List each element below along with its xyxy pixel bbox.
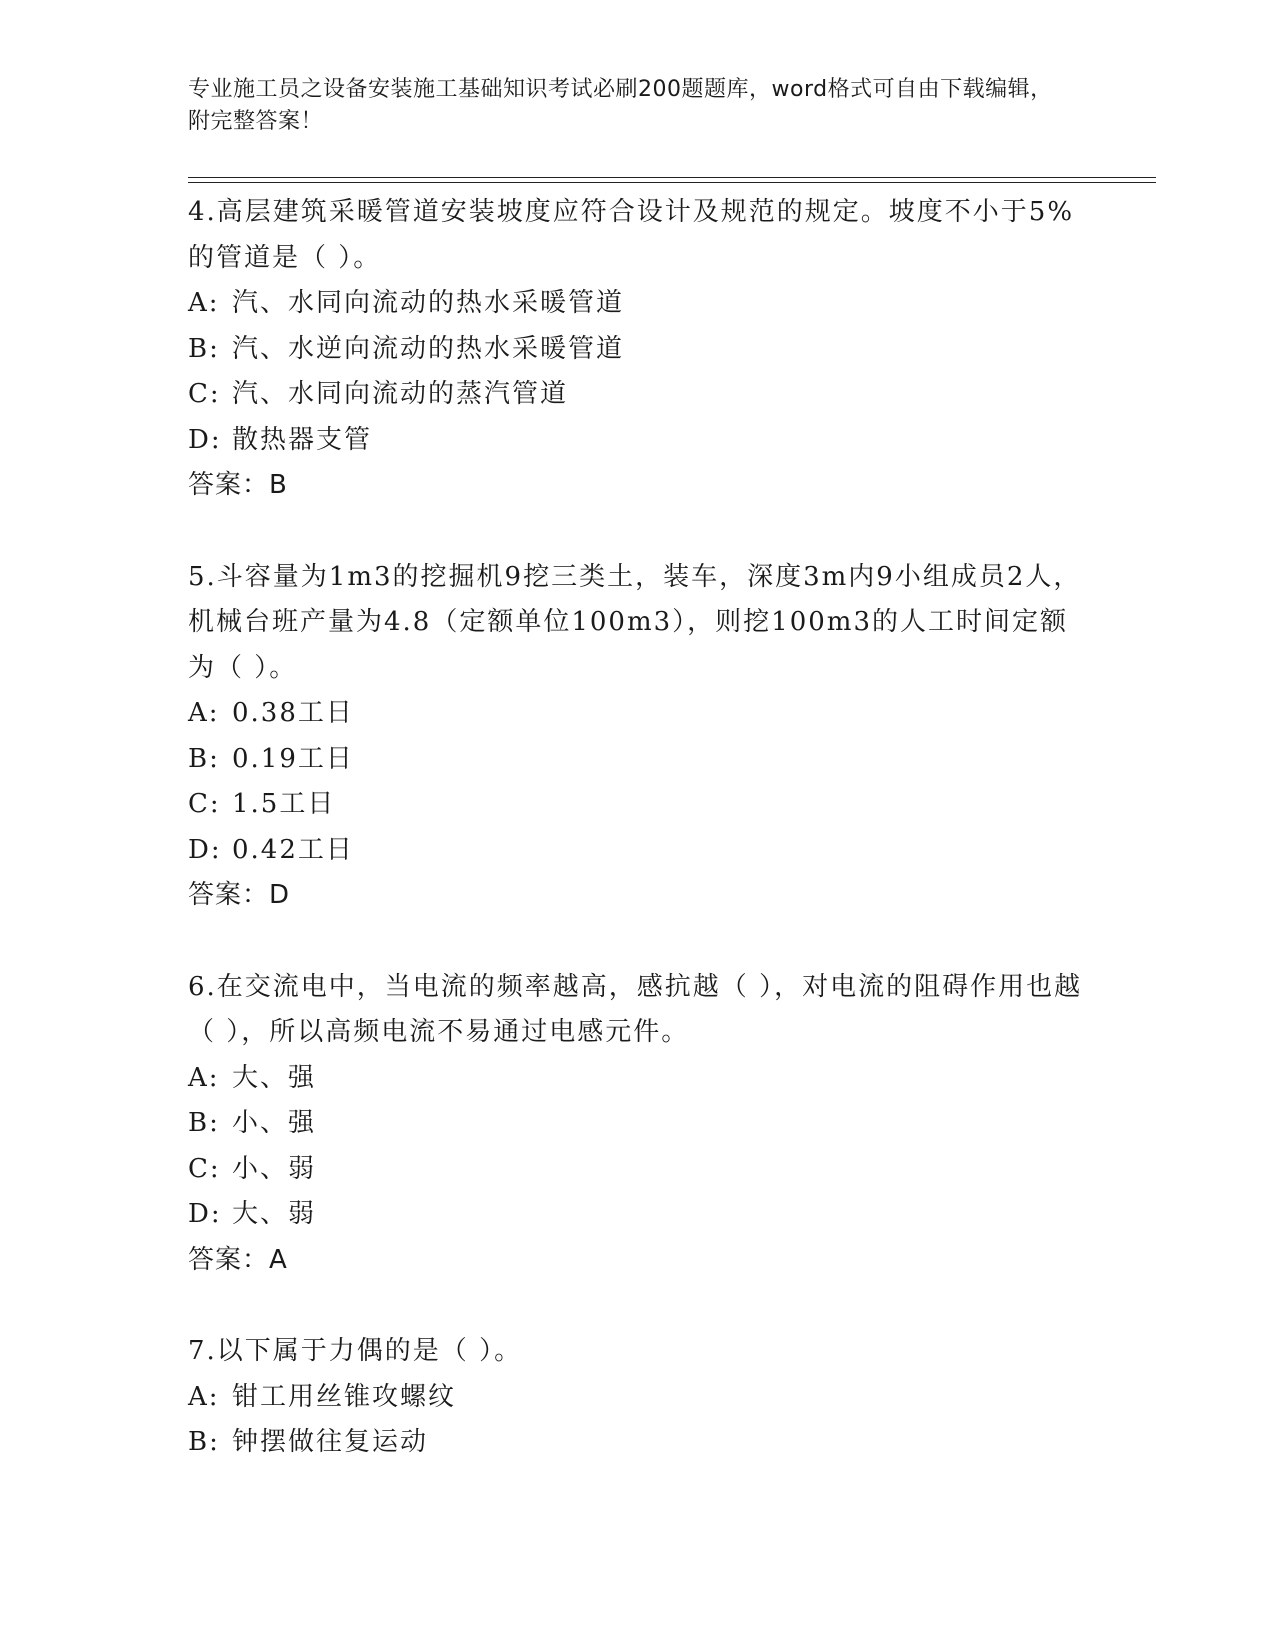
question-6 — [188, 965, 1088, 1284]
option-d — [188, 1192, 1088, 1238]
option-d — [188, 418, 1088, 464]
option-text: 小、强 — [232, 1108, 317, 1138]
option-text: 大、弱 — [232, 1199, 317, 1229]
question-stem: 7.以下属于力偶的是（ ）。 — [188, 1336, 523, 1366]
option-text: 汽、水同向流动的蒸汽管道 — [232, 379, 569, 409]
question-stem: 4.高层建筑采暖管道安装坡度应符合设计及规范的规定。坡度不小于5%的管道是（ ）。 — [188, 197, 1075, 273]
option-c — [188, 372, 1088, 418]
answer-line: 答案：B — [188, 470, 288, 500]
option-text: 1.5工日 — [232, 789, 336, 819]
option-key: C: — [188, 1153, 221, 1184]
option-text: 钟摆做往复运动 — [232, 1427, 429, 1457]
option-d — [188, 828, 1088, 874]
option-c — [188, 1147, 1088, 1193]
option-b — [188, 737, 1088, 783]
option-a — [188, 1375, 1088, 1421]
option-text: 钳工用丝锥攻螺纹 — [232, 1381, 457, 1412]
header-rule-bottom — [188, 182, 1156, 183]
option-text: 汽、水逆向流动的热水采暖管道 — [232, 333, 625, 364]
header-rule-top — [188, 177, 1156, 178]
option-key: B: — [188, 333, 220, 364]
option-text: 0.19工日 — [232, 743, 354, 774]
answer-line: 答案：D — [188, 880, 291, 910]
option-key: A: — [188, 1062, 220, 1093]
option-key: A: — [188, 698, 220, 728]
option-text: 0.38工日 — [232, 698, 354, 728]
option-key: D: — [188, 1199, 222, 1229]
question-5 — [188, 555, 1088, 919]
answer-line: 答案：A — [188, 1244, 288, 1275]
option-text: 小、弱 — [232, 1153, 317, 1184]
option-a — [188, 1056, 1088, 1102]
option-b — [188, 1101, 1088, 1147]
option-key: D: — [188, 834, 222, 865]
option-c — [188, 782, 1088, 828]
question-stem: 5.斗容量为1m3的挖掘机9挖三类土，装车，深度3m内9小组成员2人，机械台班产量为4.8（定额单位100m3），则挖100m3的人工时间定额为（ ）。 — [188, 561, 1082, 683]
option-key: C: — [188, 379, 221, 409]
page-header: 专业施工员之设备安装施工基础知识考试必刷200题题库，word格式可自由下载编辑，附完整答案！ — [188, 77, 1053, 134]
question-4 — [188, 190, 1088, 509]
option-key: D: — [188, 424, 222, 455]
option-text: 大、强 — [232, 1062, 317, 1093]
question-7 — [188, 1329, 1088, 1466]
option-key: C: — [188, 789, 221, 819]
question-list — [188, 190, 1088, 1512]
option-text: 散热器支管 — [232, 424, 373, 455]
option-key: A: — [188, 1381, 220, 1412]
option-a — [188, 281, 1088, 327]
question-stem: 6.在交流电中，当电流的频率越高，感抗越（ ），对电流的阻碍作用也越（ ），所以高频电流不易通过电感元件。 — [188, 971, 1083, 1047]
option-text: 0.42工日 — [232, 834, 354, 865]
option-key: B: — [188, 743, 220, 774]
option-b — [188, 1420, 1088, 1466]
option-a — [188, 691, 1088, 737]
option-b — [188, 327, 1088, 373]
option-key: B: — [188, 1108, 220, 1138]
option-key: A: — [188, 288, 220, 318]
option-key: B: — [188, 1427, 220, 1457]
option-text: 汽、水同向流动的热水采暖管道 — [232, 288, 625, 318]
